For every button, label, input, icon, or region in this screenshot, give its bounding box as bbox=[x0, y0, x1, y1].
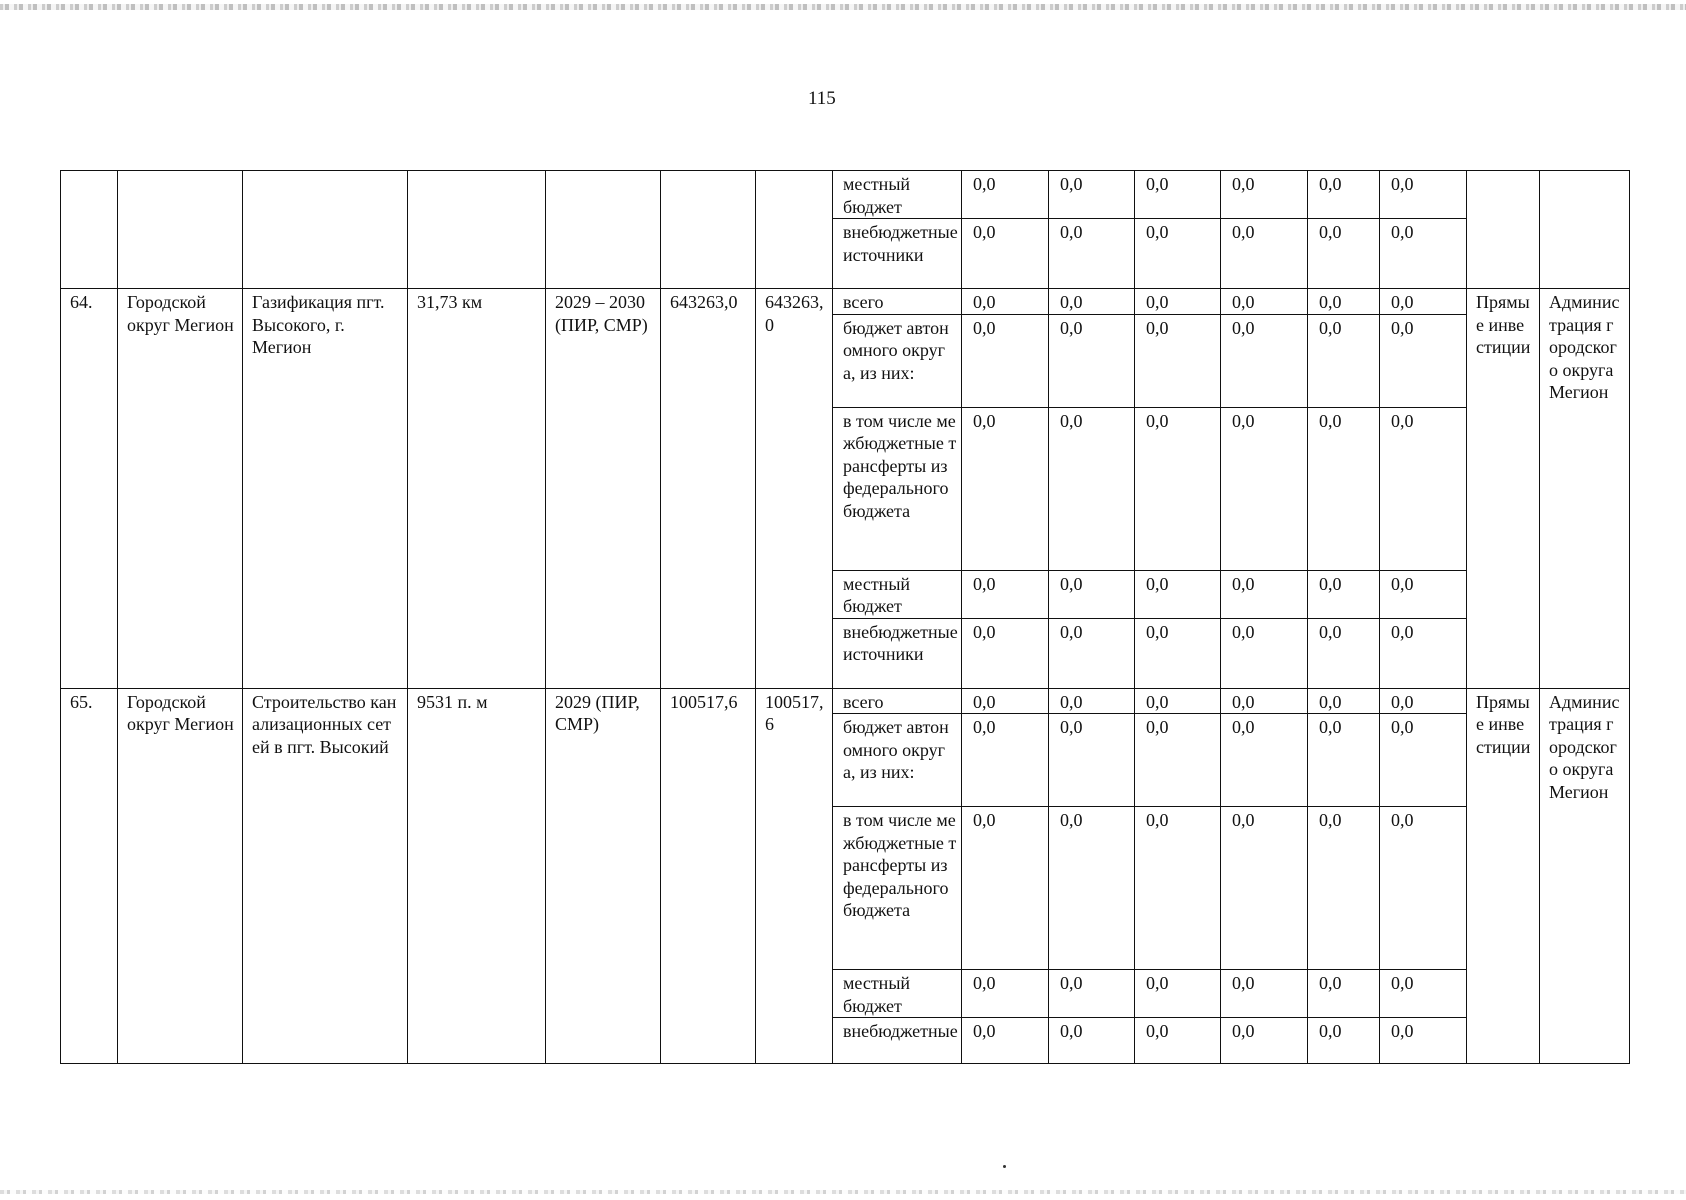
cell-value: 0,0 bbox=[1380, 970, 1467, 1018]
cell-value: 0,0 bbox=[1135, 618, 1221, 688]
cell-value: 0,0 bbox=[1308, 1018, 1380, 1064]
cell-cost-total: 643263,0 bbox=[661, 289, 756, 689]
cell-funding-source: бюджет автономного округа, из них: bbox=[833, 714, 962, 807]
cell-value: 0,0 bbox=[1049, 219, 1135, 289]
cell-value: 0,0 bbox=[1135, 289, 1221, 315]
cell-value: 0,0 bbox=[1221, 171, 1308, 219]
cell-value: 0,0 bbox=[1049, 289, 1135, 315]
cell-value: 0,0 bbox=[1380, 171, 1467, 219]
cell-funding-source: в том числе межбюджетные трансферты из федерального бюджета bbox=[833, 807, 962, 970]
cell-funding-source: местный бюджет bbox=[833, 570, 962, 618]
cell-cost-total bbox=[661, 171, 756, 289]
cell-value: 0,0 bbox=[1049, 714, 1135, 807]
cell-value: 0,0 bbox=[1049, 171, 1135, 219]
cell-investment-type: Прямые инвестиции bbox=[1467, 289, 1540, 689]
cell-capacity: 31,73 км bbox=[408, 289, 546, 689]
scan-edge-bottom bbox=[0, 1190, 1686, 1194]
scan-speck bbox=[1003, 1165, 1006, 1168]
cell-municipality bbox=[118, 171, 243, 289]
cell-value: 0,0 bbox=[1221, 970, 1308, 1018]
table-row bbox=[61, 688, 1630, 714]
cell-value: 0,0 bbox=[1380, 1018, 1467, 1064]
cell-value: 0,0 bbox=[1380, 688, 1467, 714]
cell-value: 0,0 bbox=[1380, 714, 1467, 807]
table-row bbox=[61, 289, 1630, 315]
cell-cost-total: 100517,6 bbox=[661, 688, 756, 1064]
cell-value: 0,0 bbox=[1221, 618, 1308, 688]
cell-value: 0,0 bbox=[962, 171, 1049, 219]
cell-responsible bbox=[1540, 171, 1630, 289]
cell-capacity: 9531 п. м bbox=[408, 688, 546, 1064]
cell-investment-type bbox=[1467, 171, 1540, 289]
table-row bbox=[61, 171, 1630, 219]
cell-funding-source: местный бюджет bbox=[833, 970, 962, 1018]
cell-value: 0,0 bbox=[962, 289, 1049, 315]
cell-value: 0,0 bbox=[1308, 688, 1380, 714]
cell-object bbox=[243, 171, 408, 289]
cell-value: 0,0 bbox=[1221, 314, 1308, 407]
cell-value: 0,0 bbox=[1049, 807, 1135, 970]
scan-edge-top bbox=[0, 4, 1686, 10]
cell-value: 0,0 bbox=[1380, 219, 1467, 289]
investment-table bbox=[60, 170, 1630, 1064]
cell-value: 0,0 bbox=[1135, 314, 1221, 407]
cell-funding-source: всего bbox=[833, 688, 962, 714]
cell-municipality: Городской округ Мегион bbox=[118, 688, 243, 1064]
cell-investment-type: Прямые инвестиции bbox=[1467, 688, 1540, 1064]
cell-value: 0,0 bbox=[962, 688, 1049, 714]
cell-value: 0,0 bbox=[1308, 807, 1380, 970]
cell-value: 0,0 bbox=[1135, 970, 1221, 1018]
page-number: 115 bbox=[808, 88, 836, 109]
cell-value: 0,0 bbox=[962, 714, 1049, 807]
cell-value: 0,0 bbox=[1308, 289, 1380, 315]
cell-value: 0,0 bbox=[1135, 688, 1221, 714]
cell-object: Газификация пгт. Высокого, г. Мегион bbox=[243, 289, 408, 689]
cell-value: 0,0 bbox=[1308, 714, 1380, 807]
cell-value: 0,0 bbox=[962, 970, 1049, 1018]
cell-value: 0,0 bbox=[1380, 289, 1467, 315]
cell-value: 0,0 bbox=[1380, 807, 1467, 970]
cell-funding-source: внебюджетные bbox=[833, 1018, 962, 1064]
cell-value: 0,0 bbox=[962, 219, 1049, 289]
cell-period: 2029 (ПИР, СМР) bbox=[546, 688, 661, 1064]
cell-value: 0,0 bbox=[1049, 1018, 1135, 1064]
cell-funding-source: внебюджетные источники bbox=[833, 618, 962, 688]
cell-value: 0,0 bbox=[1308, 314, 1380, 407]
cell-responsible: Администрация городского округа Мегион bbox=[1540, 688, 1630, 1064]
cell-value: 0,0 bbox=[1221, 807, 1308, 970]
cell-value: 0,0 bbox=[1380, 407, 1467, 570]
cell-value: 0,0 bbox=[1380, 314, 1467, 407]
cell-number: 65. bbox=[61, 688, 118, 1064]
cell-value: 0,0 bbox=[1049, 407, 1135, 570]
cell-funding-source: бюджет автономного округа, из них: bbox=[833, 314, 962, 407]
cell-value: 0,0 bbox=[1221, 570, 1308, 618]
cell-value: 0,0 bbox=[1049, 688, 1135, 714]
cell-value: 0,0 bbox=[1049, 570, 1135, 618]
cell-value: 0,0 bbox=[962, 314, 1049, 407]
cell-value: 0,0 bbox=[1308, 407, 1380, 570]
cell-value: 0,0 bbox=[1221, 688, 1308, 714]
cell-number bbox=[61, 171, 118, 289]
cell-value: 0,0 bbox=[962, 1018, 1049, 1064]
cell-value: 0,0 bbox=[962, 407, 1049, 570]
cell-value: 0,0 bbox=[1308, 970, 1380, 1018]
cell-funding-source: всего bbox=[833, 289, 962, 315]
cell-period: 2029 – 2030 (ПИР, СМР) bbox=[546, 289, 661, 689]
cell-value: 0,0 bbox=[1049, 314, 1135, 407]
cell-value: 0,0 bbox=[1221, 1018, 1308, 1064]
cell-value: 0,0 bbox=[1308, 171, 1380, 219]
cell-capacity bbox=[408, 171, 546, 289]
cell-value: 0,0 bbox=[1135, 219, 1221, 289]
cell-value: 0,0 bbox=[1135, 171, 1221, 219]
cell-value: 0,0 bbox=[1049, 618, 1135, 688]
cell-value: 0,0 bbox=[1135, 1018, 1221, 1064]
cell-value: 0,0 bbox=[1049, 970, 1135, 1018]
cell-value: 0,0 bbox=[962, 618, 1049, 688]
cell-value: 0,0 bbox=[1135, 714, 1221, 807]
cell-object: Строительство канализационных сетей в пгт. Высокий bbox=[243, 688, 408, 1064]
cell-value: 0,0 bbox=[962, 570, 1049, 618]
cell-cost-remaining bbox=[756, 171, 833, 289]
cell-municipality: Городской округ Мегион bbox=[118, 289, 243, 689]
cell-value: 0,0 bbox=[1221, 714, 1308, 807]
cell-value: 0,0 bbox=[1308, 570, 1380, 618]
cell-period bbox=[546, 171, 661, 289]
cell-value: 0,0 bbox=[1135, 570, 1221, 618]
cell-cost-remaining: 643263,0 bbox=[756, 289, 833, 689]
cell-value: 0,0 bbox=[1135, 807, 1221, 970]
cell-value: 0,0 bbox=[1135, 407, 1221, 570]
cell-value: 0,0 bbox=[1221, 289, 1308, 315]
cell-cost-remaining: 100517,6 bbox=[756, 688, 833, 1064]
cell-funding-source: местный бюджет bbox=[833, 171, 962, 219]
cell-value: 0,0 bbox=[1221, 219, 1308, 289]
cell-value: 0,0 bbox=[1308, 618, 1380, 688]
cell-responsible: Администрация городского округа Мегион bbox=[1540, 289, 1630, 689]
cell-funding-source: в том числе межбюджетные трансферты из федерального бюджета bbox=[833, 407, 962, 570]
cell-funding-source: внебюджетные источники bbox=[833, 219, 962, 289]
cell-value: 0,0 bbox=[962, 807, 1049, 970]
cell-number: 64. bbox=[61, 289, 118, 689]
cell-value: 0,0 bbox=[1380, 618, 1467, 688]
cell-value: 0,0 bbox=[1308, 219, 1380, 289]
cell-value: 0,0 bbox=[1221, 407, 1308, 570]
cell-value: 0,0 bbox=[1380, 570, 1467, 618]
